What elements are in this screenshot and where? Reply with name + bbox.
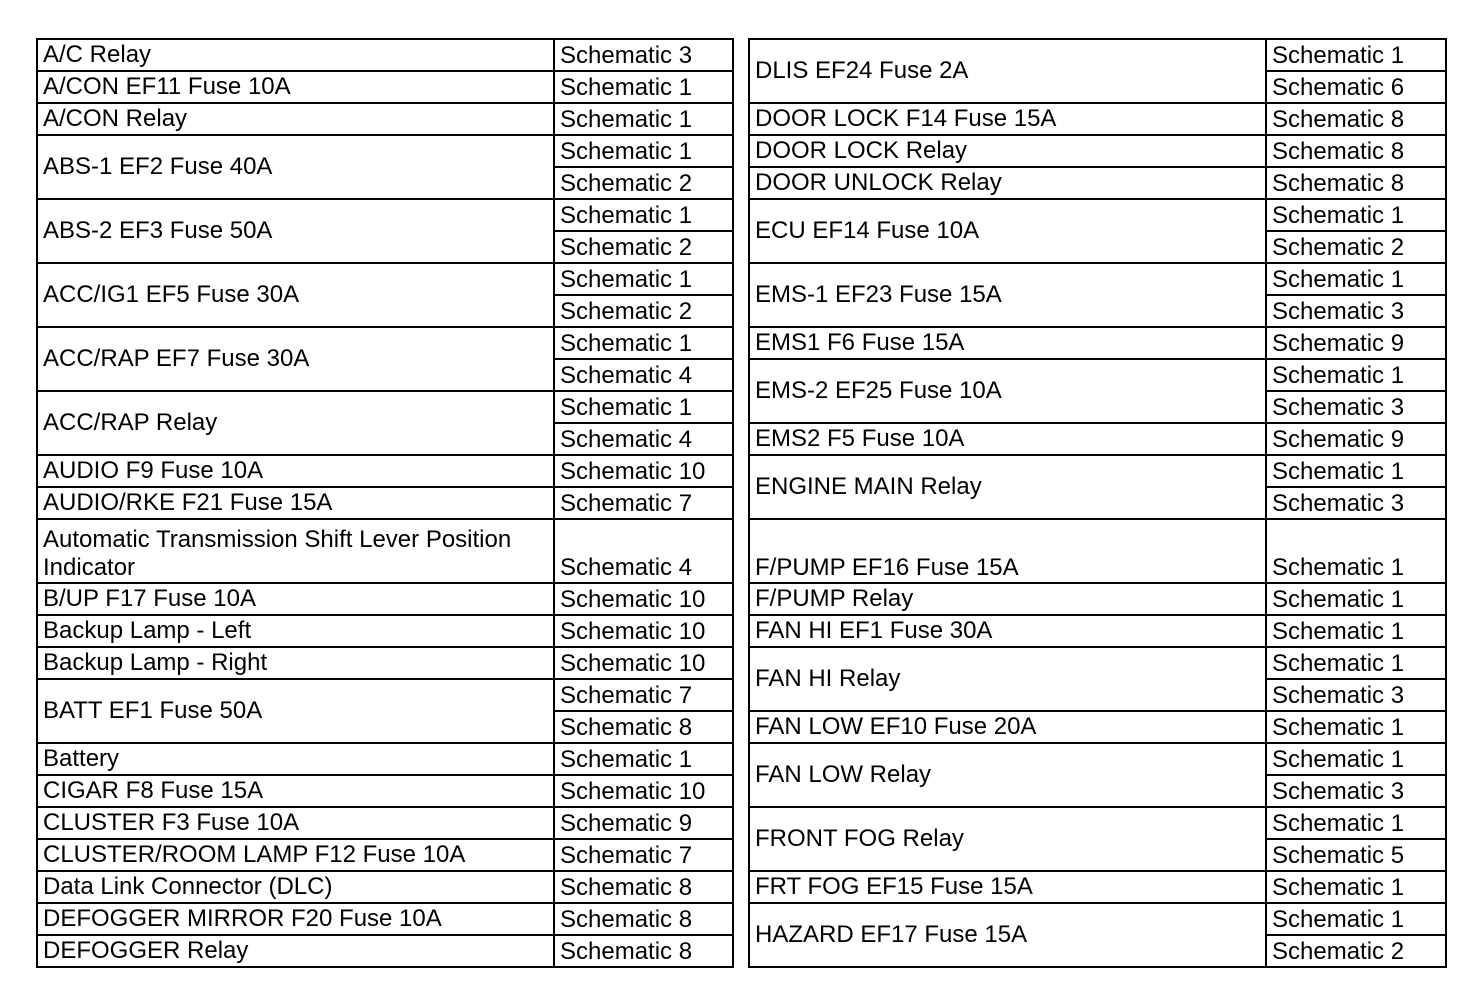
schematic-reference: Schematic 1 — [554, 391, 733, 423]
table-row — [749, 711, 1446, 743]
table-row — [749, 807, 1446, 839]
component-name: DOOR LOCK F14 Fuse 15A — [749, 103, 1266, 135]
schematic-reference: Schematic 1 — [554, 743, 733, 775]
schematic-reference: Schematic 1 — [1266, 519, 1446, 583]
left-component-table — [36, 38, 734, 968]
component-name: ACC/RAP EF7 Fuse 30A — [37, 327, 554, 391]
table-row — [749, 455, 1446, 487]
table-row — [37, 583, 733, 615]
table-row — [749, 615, 1446, 647]
table-row — [749, 327, 1446, 359]
schematic-reference: Schematic 1 — [554, 71, 733, 103]
table-row — [37, 327, 733, 359]
table-row — [749, 135, 1446, 167]
component-name: ECU EF14 Fuse 10A — [749, 199, 1266, 263]
schematic-reference: Schematic 7 — [554, 487, 733, 519]
table-row — [37, 615, 733, 647]
schematic-reference: Schematic 7 — [554, 679, 733, 711]
schematic-reference: Schematic 1 — [1266, 903, 1446, 935]
schematic-reference: Schematic 1 — [1266, 359, 1446, 391]
component-name: ENGINE MAIN Relay — [749, 455, 1266, 519]
component-name: EMS-2 EF25 Fuse 10A — [749, 359, 1266, 423]
schematic-reference: Schematic 3 — [554, 39, 733, 71]
schematic-reference: Schematic 8 — [554, 903, 733, 935]
component-name: FAN HI EF1 Fuse 30A — [749, 615, 1266, 647]
component-name: ACC/IG1 EF5 Fuse 30A — [37, 263, 554, 327]
table-row — [37, 135, 733, 167]
component-name: A/CON EF11 Fuse 10A — [37, 71, 554, 103]
component-name: CLUSTER/ROOM LAMP F12 Fuse 10A — [37, 839, 554, 871]
table-row — [749, 903, 1446, 935]
component-name: Data Link Connector (DLC) — [37, 871, 554, 903]
component-name: EMS2 F5 Fuse 10A — [749, 423, 1266, 455]
table-row — [37, 39, 733, 71]
component-name: B/UP F17 Fuse 10A — [37, 583, 554, 615]
schematic-reference: Schematic 3 — [1266, 391, 1446, 423]
component-name: DOOR LOCK Relay — [749, 135, 1266, 167]
component-name: HAZARD EF17 Fuse 15A — [749, 903, 1266, 967]
table-row — [37, 647, 733, 679]
table-row — [749, 359, 1446, 391]
schematic-reference: Schematic 2 — [1266, 231, 1446, 263]
right-table-body — [749, 39, 1446, 967]
schematic-reference: Schematic 9 — [1266, 423, 1446, 455]
component-name: F/PUMP EF16 Fuse 15A — [749, 519, 1266, 583]
schematic-reference: Schematic 5 — [1266, 839, 1446, 871]
table-row — [37, 743, 733, 775]
schematic-reference: Schematic 3 — [1266, 775, 1446, 807]
table-row — [37, 519, 733, 583]
component-name: Battery — [37, 743, 554, 775]
schematic-reference: Schematic 1 — [1266, 583, 1446, 615]
table-row — [37, 487, 733, 519]
schematic-reference: Schematic 1 — [554, 103, 733, 135]
schematic-reference: Schematic 1 — [554, 135, 733, 167]
component-name: ABS-2 EF3 Fuse 50A — [37, 199, 554, 263]
table-row — [749, 583, 1446, 615]
schematic-reference: Schematic 1 — [1266, 39, 1446, 71]
schematic-reference: Schematic 9 — [1266, 327, 1446, 359]
component-name: DEFOGGER MIRROR F20 Fuse 10A — [37, 903, 554, 935]
table-row — [37, 903, 733, 935]
schematic-reference: Schematic 1 — [554, 199, 733, 231]
component-name: ACC/RAP Relay — [37, 391, 554, 455]
component-name: EMS1 F6 Fuse 15A — [749, 327, 1266, 359]
component-name: CIGAR F8 Fuse 15A — [37, 775, 554, 807]
schematic-reference: Schematic 10 — [554, 455, 733, 487]
table-row — [749, 743, 1446, 775]
table-row — [37, 871, 733, 903]
table-row — [37, 807, 733, 839]
schematic-reference: Schematic 1 — [554, 327, 733, 359]
component-name: DOOR UNLOCK Relay — [749, 167, 1266, 199]
schematic-reference: Schematic 4 — [554, 423, 733, 455]
schematic-reference: Schematic 2 — [554, 231, 733, 263]
table-row — [37, 263, 733, 295]
table-row — [37, 199, 733, 231]
table-row — [37, 71, 733, 103]
component-name: DEFOGGER Relay — [37, 935, 554, 967]
schematic-reference: Schematic 2 — [554, 295, 733, 327]
schematic-reference: Schematic 3 — [1266, 679, 1446, 711]
schematic-reference: Schematic 9 — [554, 807, 733, 839]
table-row — [37, 775, 733, 807]
table-row — [37, 839, 733, 871]
schematic-reference: Schematic 1 — [1266, 647, 1446, 679]
table-row — [749, 263, 1446, 295]
component-name: EMS-1 EF23 Fuse 15A — [749, 263, 1266, 327]
component-name: DLIS EF24 Fuse 2A — [749, 39, 1266, 103]
schematic-reference: Schematic 7 — [554, 839, 733, 871]
component-name: AUDIO F9 Fuse 10A — [37, 455, 554, 487]
schematic-reference: Schematic 1 — [1266, 743, 1446, 775]
schematic-reference: Schematic 4 — [554, 519, 733, 583]
table-row — [37, 391, 733, 423]
schematic-reference: Schematic 10 — [554, 775, 733, 807]
table-row — [749, 167, 1446, 199]
table-row — [749, 103, 1446, 135]
schematic-reference: Schematic 3 — [1266, 295, 1446, 327]
schematic-reference: Schematic 8 — [554, 711, 733, 743]
component-name: A/CON Relay — [37, 103, 554, 135]
schematic-reference: Schematic 2 — [1266, 935, 1446, 967]
schematic-reference: Schematic 1 — [1266, 807, 1446, 839]
schematic-reference: Schematic 1 — [1266, 711, 1446, 743]
left-table-body — [37, 39, 733, 967]
component-name: FAN LOW EF10 Fuse 20A — [749, 711, 1266, 743]
table-row — [749, 423, 1446, 455]
schematic-reference: Schematic 1 — [1266, 871, 1446, 903]
component-name: FAN LOW Relay — [749, 743, 1266, 807]
component-name: FRT FOG EF15 Fuse 15A — [749, 871, 1266, 903]
table-row — [749, 519, 1446, 583]
table-row — [749, 199, 1446, 231]
table-row — [749, 647, 1446, 679]
schematic-reference: Schematic 1 — [554, 263, 733, 295]
schematic-reference: Schematic 1 — [1266, 615, 1446, 647]
schematic-reference: Schematic 8 — [554, 935, 733, 967]
table-row — [749, 39, 1446, 71]
schematic-reference: Schematic 2 — [554, 167, 733, 199]
component-name: FRONT FOG Relay — [749, 807, 1266, 871]
table-row — [749, 871, 1446, 903]
schematic-reference: Schematic 8 — [1266, 167, 1446, 199]
table-row — [37, 455, 733, 487]
component-name: AUDIO/RKE F21 Fuse 15A — [37, 487, 554, 519]
schematic-reference: Schematic 1 — [1266, 263, 1446, 295]
component-name: ABS-1 EF2 Fuse 40A — [37, 135, 554, 199]
right-component-table — [748, 38, 1447, 968]
component-name: Backup Lamp - Right — [37, 647, 554, 679]
schematic-reference: Schematic 10 — [554, 615, 733, 647]
component-name: BATT EF1 Fuse 50A — [37, 679, 554, 743]
schematic-reference: Schematic 1 — [1266, 199, 1446, 231]
schematic-reference: Schematic 8 — [1266, 103, 1446, 135]
schematic-reference: Schematic 8 — [1266, 135, 1446, 167]
schematic-reference: Schematic 3 — [1266, 487, 1446, 519]
component-name: Automatic Transmission Shift Lever Position Indicator — [37, 519, 554, 583]
schematic-reference: Schematic 10 — [554, 583, 733, 615]
component-name: F/PUMP Relay — [749, 583, 1266, 615]
component-name: Backup Lamp - Left — [37, 615, 554, 647]
table-row — [37, 103, 733, 135]
table-row — [37, 935, 733, 967]
table-row — [37, 679, 733, 711]
component-name: A/C Relay — [37, 39, 554, 71]
schematic-reference: Schematic 10 — [554, 647, 733, 679]
component-name: FAN HI Relay — [749, 647, 1266, 711]
schematic-reference: Schematic 4 — [554, 359, 733, 391]
schematic-reference: Schematic 8 — [554, 871, 733, 903]
component-name: CLUSTER F3 Fuse 10A — [37, 807, 554, 839]
schematic-reference: Schematic 1 — [1266, 455, 1446, 487]
schematic-reference: Schematic 6 — [1266, 71, 1446, 103]
